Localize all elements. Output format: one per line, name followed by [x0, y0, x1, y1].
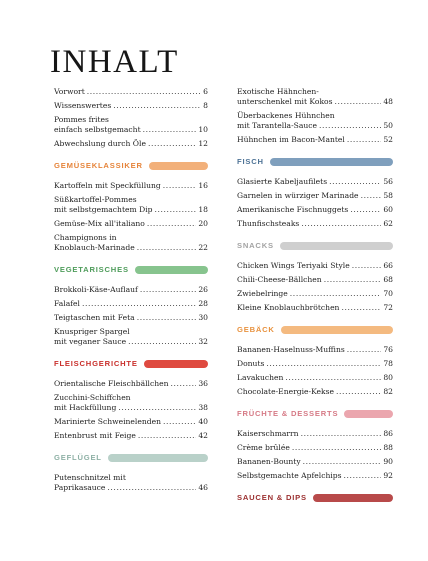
dot-leader	[138, 431, 196, 441]
toc-entry-title: Champignons in	[54, 233, 117, 242]
toc-entry[interactable]	[54, 299, 208, 309]
toc-entry[interactable]	[54, 181, 208, 191]
toc-entry-title: Knuspriger Spargel	[54, 327, 130, 336]
toc-entry[interactable]	[237, 387, 393, 397]
toc-entry-line	[54, 285, 208, 295]
section-header-gefluegel[interactable]	[54, 451, 208, 464]
toc-entry-title: einfach selbstgemacht	[54, 125, 141, 134]
toc-entry-title: Lavakuchen	[237, 373, 284, 382]
toc-page-number: 36	[198, 379, 208, 388]
toc-page-number: 42	[198, 431, 208, 440]
toc-entry[interactable]	[54, 379, 208, 389]
section-color-bar	[135, 266, 208, 274]
toc-entry-title: Amerikanische Fischnuggets	[237, 205, 349, 214]
toc-page-number: 68	[383, 275, 393, 284]
section-header-snacks[interactable]	[237, 239, 393, 252]
section-header-saucen-und-dips[interactable]	[237, 491, 393, 504]
section-header-vegetarisches[interactable]	[54, 263, 208, 276]
toc-entry-line	[54, 195, 208, 205]
toc-entry-title: Vorwort	[54, 87, 85, 96]
toc-page-number: 86	[383, 429, 393, 438]
toc-page-number: 40	[198, 417, 208, 426]
section-color-bar	[144, 360, 208, 368]
toc-page-number: 8	[203, 101, 208, 110]
toc-entry-line	[54, 205, 208, 215]
toc-entry-title: Kaiserschmarrn	[237, 429, 299, 438]
dot-leader	[107, 483, 196, 493]
toc-entry-line	[54, 233, 208, 243]
toc-entry-line	[237, 289, 393, 299]
toc-page-number: 80	[383, 373, 393, 382]
dot-leader	[143, 125, 197, 135]
section-header-gemueseklassiker[interactable]	[54, 159, 208, 172]
toc-entry-line	[54, 299, 208, 309]
dot-leader	[137, 243, 197, 253]
toc-entry[interactable]	[237, 345, 393, 355]
toc-entry[interactable]	[237, 289, 393, 299]
toc-entry-title: Crème brûlée	[237, 443, 290, 452]
toc-page-number: 22	[198, 243, 208, 252]
toc-left-column	[54, 87, 208, 497]
toc-entry-title: Bananen-Bounty	[237, 457, 301, 466]
toc-entry-line	[237, 345, 393, 355]
toc-entry-title: Donuts	[237, 359, 265, 368]
section-label: FISCH	[237, 157, 264, 166]
toc-entry-title: Chili-Cheese-Bällchen	[237, 275, 322, 284]
toc-entry-title: mit selbstgemachtem Dip	[54, 205, 153, 214]
toc-entry-line	[54, 327, 208, 337]
toc-entry[interactable]	[54, 327, 208, 347]
toc-entry-title: Hühnchen im Bacon-Mantel	[237, 135, 345, 144]
toc-page-number: 52	[383, 135, 393, 144]
toc-entry-title: Marinierte Schweinelenden	[54, 417, 161, 426]
section-label: GEMÜSEKLASSIKER	[54, 161, 143, 170]
dot-leader	[147, 219, 196, 229]
toc-entry-title: Abwechslung durch Öle	[54, 139, 146, 148]
toc-entry-title: Paprikasauce	[54, 483, 106, 492]
toc-entry[interactable]	[54, 313, 208, 323]
toc-page-number: 50	[383, 121, 393, 130]
toc-page-number: 38	[198, 403, 208, 412]
toc-entry-title: Putenschnitzel mit	[54, 473, 126, 482]
toc-entry-title: Kartoffeln mit Speckfüllung	[54, 181, 161, 190]
toc-entry[interactable]	[237, 303, 393, 313]
toc-entry-line	[54, 219, 208, 229]
toc-entry[interactable]	[54, 393, 208, 413]
dot-leader	[329, 177, 381, 187]
toc-entry[interactable]	[237, 261, 393, 271]
section-color-bar	[313, 494, 393, 502]
toc-entry-line	[237, 275, 393, 285]
toc-entry[interactable]	[54, 473, 208, 493]
toc-entry[interactable]	[237, 219, 393, 229]
dot-leader	[163, 417, 196, 427]
toc-entry-line	[237, 219, 393, 229]
dot-leader	[336, 387, 381, 397]
toc-entry-line	[54, 417, 208, 427]
dot-leader	[155, 205, 197, 215]
toc-entry-title: unterschenkel mit Kokos	[237, 97, 333, 106]
toc-entry[interactable]	[237, 177, 393, 187]
dot-leader	[118, 403, 196, 413]
dot-leader	[324, 275, 382, 285]
dot-leader	[266, 359, 381, 369]
toc-entry-line	[54, 101, 208, 111]
section-label: SAUCEN & DIPS	[237, 493, 307, 502]
toc-entry-line	[54, 243, 208, 253]
toc-page-number: 28	[198, 299, 208, 308]
toc-entry[interactable]	[237, 111, 393, 131]
dot-leader	[292, 443, 381, 453]
toc-entry-line	[237, 121, 393, 131]
toc-entry-line	[237, 261, 393, 271]
dot-leader	[140, 285, 197, 295]
toc-page-number: 70	[383, 289, 393, 298]
toc-entry[interactable]	[54, 219, 208, 229]
toc-entry-title: mit Tarantella-Sauce	[237, 121, 318, 130]
toc-entry-title: Gemüse-Mix all'italiano	[54, 219, 145, 228]
toc-entry[interactable]	[237, 205, 393, 215]
dot-leader	[335, 97, 382, 107]
toc-entry-line	[54, 431, 208, 441]
toc-entry-line	[237, 87, 393, 97]
page-title: INHALT	[50, 44, 179, 80]
toc-entry[interactable]	[54, 233, 208, 253]
section-label: FLEISCHGERICHTE	[54, 359, 138, 368]
section-label: VEGETARISCHES	[54, 265, 129, 274]
dot-leader	[301, 219, 381, 229]
toc-entry-line	[54, 313, 208, 323]
toc-entry-line	[54, 473, 208, 483]
dot-leader	[82, 299, 196, 309]
toc-entry-title: Selbstgemachte Apfelchips	[237, 471, 342, 480]
toc-entry-title: Glasierte Kabeljaufilets	[237, 177, 328, 186]
toc-entry[interactable]	[237, 443, 393, 453]
section-color-bar	[281, 326, 393, 334]
toc-entry-line	[54, 115, 208, 125]
toc-entry[interactable]	[54, 139, 208, 149]
toc-entry-line	[237, 457, 393, 467]
toc-entry-title: Überbackenes Hühnchen	[237, 111, 335, 120]
dot-leader	[290, 289, 382, 299]
dot-leader	[128, 337, 196, 347]
toc-page-number: 62	[383, 219, 393, 228]
toc-page-number: 46	[198, 483, 208, 492]
toc-page-number: 72	[383, 303, 393, 312]
section-label: FRÜCHTE & DESSERTS	[237, 409, 339, 418]
toc-entry-line	[237, 359, 393, 369]
dot-leader	[347, 135, 381, 145]
toc-page-number: 66	[383, 261, 393, 270]
toc-entry-title: Chicken Wings Teriyaki Style	[237, 261, 350, 270]
toc-page-number: 10	[198, 125, 208, 134]
toc-entry[interactable]	[237, 429, 393, 439]
toc-entry[interactable]	[237, 87, 393, 107]
toc-page-number: 16	[198, 181, 208, 190]
dot-leader	[87, 87, 201, 97]
toc-entry-title: mit Hackfüllung	[54, 403, 117, 412]
toc-entry-line	[54, 181, 208, 191]
toc-entry-title: Teigtaschen mit Feta	[54, 313, 135, 322]
dot-leader	[350, 205, 381, 215]
toc-entry-title: Exotische Hähnchen-	[237, 87, 319, 96]
dot-leader	[171, 379, 197, 389]
toc-entry[interactable]	[54, 285, 208, 295]
section-header-fruechte-und-desserts[interactable]	[237, 407, 393, 420]
toc-entry-title: Falafel	[54, 299, 80, 308]
toc-entry-title: Thunfischsteaks	[237, 219, 300, 228]
toc-entry-line	[237, 443, 393, 453]
toc-page-number: 76	[383, 345, 393, 354]
toc-entry[interactable]	[237, 359, 393, 369]
toc-entry-line	[237, 471, 393, 481]
toc-entry-title: Garnelen in würziger Marinade	[237, 191, 359, 200]
toc-entry-line	[54, 483, 208, 493]
section-color-bar	[344, 410, 393, 418]
toc-entry-title: Zwiebelringe	[237, 289, 288, 298]
dot-leader	[303, 457, 382, 467]
toc-right-column	[237, 87, 393, 513]
dot-leader	[344, 471, 382, 481]
section-label: GEFLÜGEL	[54, 453, 102, 462]
toc-entry-title: Chocolate-Energie-Kekse	[237, 387, 335, 396]
toc-page-number: 90	[383, 457, 393, 466]
toc-page-number: 60	[383, 205, 393, 214]
dot-leader	[285, 373, 381, 383]
dot-leader	[347, 345, 382, 355]
toc-page-number: 32	[198, 337, 208, 346]
section-color-bar	[108, 454, 208, 462]
toc-page-number: 48	[383, 97, 393, 106]
toc-page-number: 92	[383, 471, 393, 480]
toc-entry-title: Knoblauch-Marinade	[54, 243, 135, 252]
toc-entry[interactable]	[237, 373, 393, 383]
toc-page-number: 58	[383, 191, 393, 200]
dot-leader	[137, 313, 197, 323]
toc-entry-line	[237, 111, 393, 121]
dot-leader	[148, 139, 196, 149]
toc-entry[interactable]	[237, 275, 393, 285]
toc-entry-title: Pommes frites	[54, 115, 109, 124]
toc-entry-title: Brokkoli-Käse-Auflauf	[54, 285, 138, 294]
toc-entry-line	[54, 393, 208, 403]
toc-entry-line	[54, 379, 208, 389]
section-header-fisch[interactable]	[237, 155, 393, 168]
toc-entry-line	[237, 191, 393, 201]
toc-entry[interactable]	[54, 195, 208, 215]
toc-entry-title: Wissenswertes	[54, 101, 112, 110]
toc-page-number: 20	[198, 219, 208, 228]
dot-leader	[163, 181, 197, 191]
toc-page-number: 78	[383, 359, 393, 368]
toc-page-number: 12	[198, 139, 208, 148]
toc-entry-line	[237, 205, 393, 215]
toc-entry[interactable]	[54, 115, 208, 135]
toc-entry-title: Bananen-Haselnuss-Muffins	[237, 345, 345, 354]
toc-page-number: 88	[383, 443, 393, 452]
toc-entry[interactable]	[54, 87, 208, 97]
toc-entry-title: Entenbrust mit Feige	[54, 431, 136, 440]
toc-entry[interactable]	[54, 431, 208, 441]
section-header-gebaeck[interactable]	[237, 323, 393, 336]
toc-entry-line	[237, 177, 393, 187]
dot-leader	[319, 121, 381, 131]
section-color-bar	[280, 242, 393, 250]
dot-leader	[341, 303, 381, 313]
dot-leader	[301, 429, 382, 439]
toc-entry-line	[237, 373, 393, 383]
toc-entry-line	[54, 125, 208, 135]
toc-entry-line	[237, 97, 393, 107]
dot-leader	[113, 101, 201, 111]
toc-entry-line	[54, 403, 208, 413]
toc-entry-line	[237, 429, 393, 439]
toc-entry-title: Süßkartoffel-Pommes	[54, 195, 137, 204]
section-header-fleischgerichte[interactable]	[54, 357, 208, 370]
toc-page-number: 30	[198, 313, 208, 322]
toc-page-number: 18	[198, 205, 208, 214]
toc-entry-title: Orientalische Fleischbällchen	[54, 379, 169, 388]
toc-entry-line	[237, 303, 393, 313]
toc-entry-line	[54, 139, 208, 149]
section-label: SNACKS	[237, 241, 274, 250]
toc-entry-line	[237, 387, 393, 397]
section-label: GEBÄCK	[237, 325, 275, 334]
toc-entry-title: mit veganer Sauce	[54, 337, 127, 346]
toc-page-number: 82	[383, 387, 393, 396]
toc-entry[interactable]	[237, 457, 393, 467]
toc-entry-line	[54, 337, 208, 347]
section-color-bar	[270, 158, 393, 166]
section-color-bar	[149, 162, 208, 170]
dot-leader	[352, 261, 382, 271]
toc-entry-line	[54, 87, 208, 97]
toc-page-number: 26	[198, 285, 208, 294]
toc-entry[interactable]	[237, 191, 393, 201]
toc-entry[interactable]	[54, 417, 208, 427]
toc-page-number: 56	[383, 177, 393, 186]
toc-entry-line	[237, 135, 393, 145]
toc-entry[interactable]	[237, 471, 393, 481]
toc-entry-title: Zucchini-Schiffchen	[54, 393, 131, 402]
toc-entry[interactable]	[54, 101, 208, 111]
toc-entry[interactable]	[237, 135, 393, 145]
dot-leader	[361, 191, 382, 201]
toc-page-number: 6	[203, 87, 208, 96]
toc-entry-title: Kleine Knoblauchbrötchen	[237, 303, 340, 312]
